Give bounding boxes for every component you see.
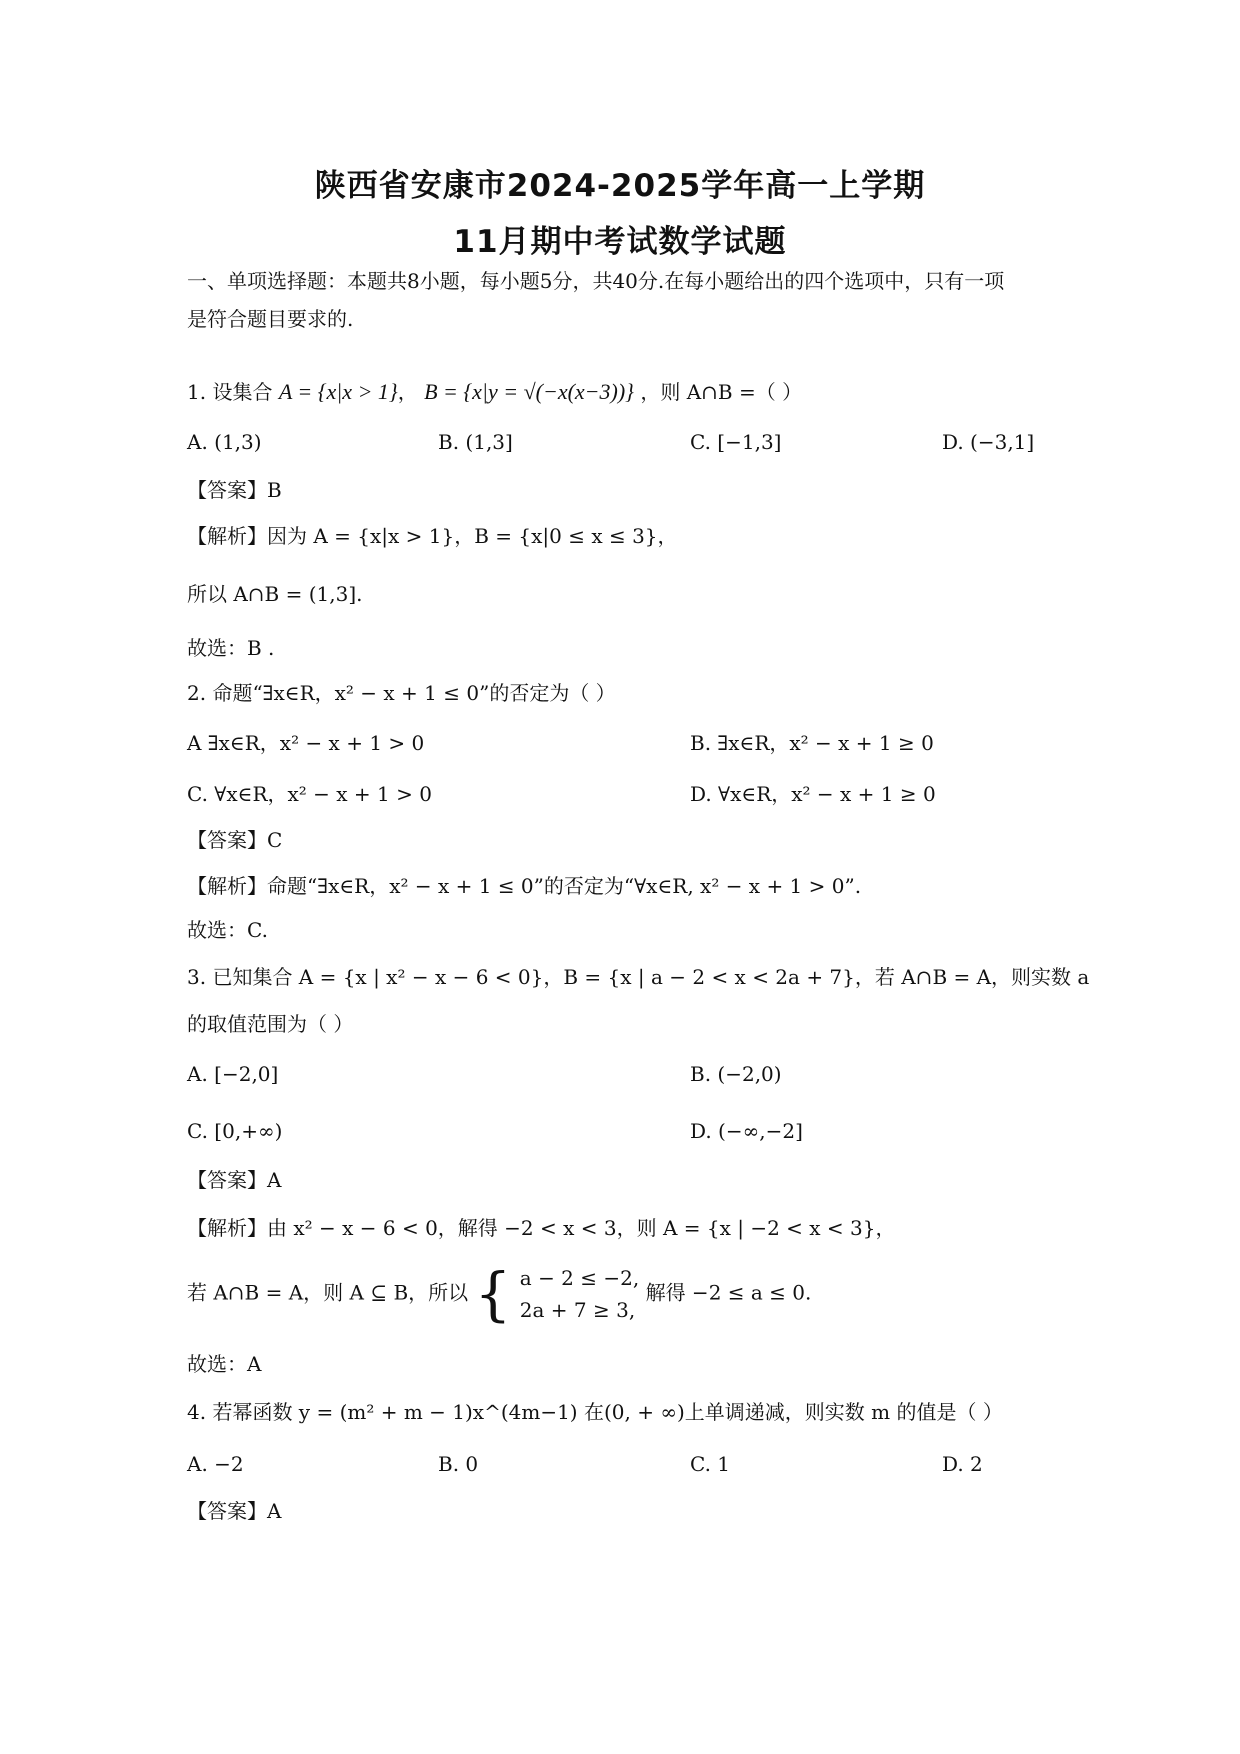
q2-final: 故选：C. (187, 918, 268, 942)
q3-system-brace: { (474, 1260, 512, 1328)
q3-option-d: D. (−∞,−2] (690, 1119, 803, 1143)
q1-ask: ，则 A∩B =（ ） (640, 380, 803, 404)
section-instructions-line2: 是符合题目要求的. (187, 307, 354, 331)
q3-option-a: A. [−2,0] (187, 1062, 279, 1086)
q2-solution: 【解析】命题“∃x∈R，x² − x + 1 ≤ 0”的否定为“∀x∈R, x² − x + 1 > 0”. (187, 874, 862, 898)
q1-option-c: C. [−1,3] (690, 430, 782, 454)
q1-option-b: B. (1,3] (438, 430, 513, 454)
q4-option-d: D. 2 (942, 1452, 983, 1476)
q1-final: 故选：B . (187, 636, 275, 660)
q1-answer: 【答案】B (187, 478, 282, 502)
q3-solution-line1: 【解析】由 x² − x − 6 < 0，解得 −2 < x < 3，则 A = {x | −2 < x < 3}， (187, 1216, 896, 1240)
q3-solution-line2 (187, 1262, 811, 1326)
q4-stem: 4. 若幂函数 y = (m² + m − 1)x^(4m−1) 在(0, + ∞)上单调递减，则实数 m 的值是（ ） (187, 1400, 1003, 1424)
q2-option-c: C. ∀x∈R，x² − x + 1 > 0 (187, 782, 432, 806)
q1-solution-line2: 所以 A∩B = (1,3]. (187, 582, 363, 606)
document-title-line2: 11月期中考试数学试题 (453, 224, 787, 260)
q4-answer: 【答案】A (187, 1499, 282, 1523)
q3-solution-condition: 若 A∩B = A，则 A ⊆ B，所以 (187, 1280, 469, 1305)
q3-solution-result: 解得 −2 ≤ a ≤ 0. (645, 1280, 812, 1305)
q2-stem: 2. 命题“∃x∈R，x² − x + 1 ≤ 0”的否定为（ ） (187, 681, 616, 705)
document-title-line1: 陕西省安康市2024-2025学年高一上学期 (314, 168, 926, 204)
q3-stem-line2: 的取值范围为（ ） (187, 1012, 354, 1036)
q2-option-d: D. ∀x∈R，x² − x + 1 ≥ 0 (690, 782, 936, 806)
q4-option-a: A. −2 (187, 1452, 244, 1476)
q1-stem: 1. 设集合 A = {x|x > 1}， B = {x|y = √(−x(x−3))} ，则 A∩B =（ ） (187, 379, 803, 404)
q1-prefix: 1. 设集合 (187, 380, 273, 404)
q1-set-b: B = {x|y = √(−x(x−3))} (424, 379, 634, 404)
q3-final: 故选：A (187, 1352, 262, 1376)
q2-option-b: B. ∃x∈R，x² − x + 1 ≥ 0 (690, 731, 934, 755)
q3-option-b: B. (−2,0) (690, 1062, 782, 1086)
q2-option-a: A ∃x∈R，x² − x + 1 > 0 (187, 731, 425, 755)
q2-answer: 【答案】C (187, 828, 283, 852)
q4-option-b: B. 0 (438, 1452, 479, 1476)
q1-solution-line1: 【解析】因为 A = {x|x > 1}，B = {x|0 ≤ x ≤ 3}， (187, 524, 678, 548)
q1-option-d: D. (−3,1] (942, 430, 1035, 454)
q1-set-a: A = {x|x > 1} (278, 379, 398, 404)
q3-answer: 【答案】A (187, 1168, 282, 1192)
q3-inequality-system (520, 1262, 639, 1326)
q3-option-c: C. [0,+∞) (187, 1119, 283, 1143)
q1-option-a: A. (1,3) (187, 430, 262, 454)
q3-stem-line1: 3. 已知集合 A = {x | x² − x − 6 < 0}，B = {x | a − 2 < x < 2a + 7}，若 A∩B = A，则实数 a (187, 965, 1090, 989)
q3-system-row1: a − 2 ≤ −2, (519, 1266, 640, 1290)
section-instructions-line1: 一、单项选择题：本题共8小题，每小题5分，共40分.在每小题给出的四个选项中，只有一项 (187, 269, 1005, 293)
q3-system-row2: 2a + 7 ≥ 3, (519, 1298, 636, 1322)
q4-option-c: C. 1 (690, 1452, 731, 1476)
